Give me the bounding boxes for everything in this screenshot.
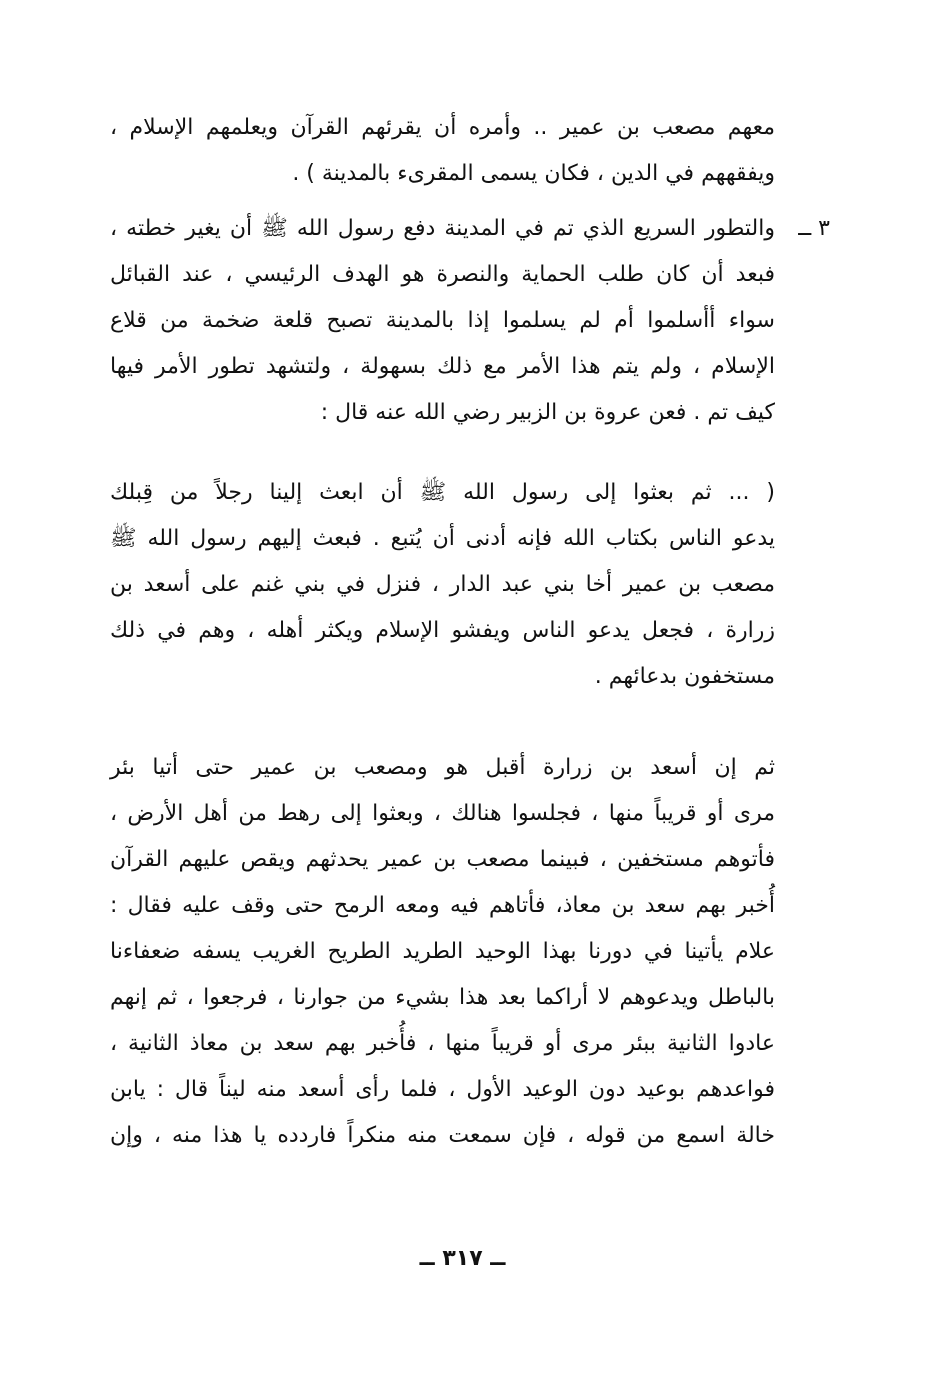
text-line: مرى أو قريباً منها ، فجلسوا هنالك ، وبعثوا إلى رهط من أهل الأرض ، — [110, 801, 775, 826]
paragraph-continuation — [110, 105, 775, 197]
text-line: عادوا الثانية ببئر مرى أو قريباً منها ، فأُخبر بهم سعد بن معاذ الثانية ، — [110, 1031, 775, 1056]
text-line: فبعد أن كان طلب الحماية والنصرة هو الهدف الرئيسي ، عند القبائل — [110, 262, 775, 287]
text-line: أُخبر بهم سعد بن معاذ، فأتاهم فيه ومعه الرمح حتى وقف عليه فقال : — [110, 893, 775, 918]
list-item-3 — [110, 206, 775, 436]
text-line: والتطور السريع الذي تم في المدينة دفع رسول الله ﷺ أن يغير خطته ، — [110, 216, 775, 241]
text-line: فواعدهم بوعيد دون الوعيد الأول ، فلما رأى أسعد منه ليناً قال : يابن — [110, 1077, 775, 1102]
text-line: فأتوهم مستخفين ، فبينما مصعب بن عمير يحدثهم ويقص عليهم القرآن — [110, 847, 775, 872]
text-line: زرارة ، فجعل يدعو الناس ويفشو الإسلام ويكثر أهله ، وهم في ذلك — [110, 618, 775, 643]
text-line: مصعب بن عمير أخا بني عبد الدار ، فنزل في بني غنم على أسعد بن — [110, 572, 775, 597]
text-line: مستخفون بدعائهم . — [594, 664, 775, 689]
text-line: يدعو الناس بكتاب الله فإنه أدنى أن يُتبع . فبعث إليهم رسول الله ﷺ — [110, 526, 775, 551]
text-line: معهم مصعب بن عمير .. وأمره أن يقرئهم القرآن ويعلمهم الإسلام ، — [110, 115, 775, 140]
list-item-number: ٣ ــ — [798, 216, 830, 241]
text-line: ثم إن أسعد بن زرارة أقبل هو ومصعب بن عمير حتى أتيا بئر — [110, 755, 775, 780]
text-line: ( ... ثم بعثوا إلى رسول الله ﷺ أن ابعث إلينا رجلاً من قِبلك — [110, 480, 775, 505]
quotation-block — [110, 470, 775, 700]
text-line: الإسلام ، ولم يتم هذا الأمر مع ذلك بسهولة ، ولتشهد تطور الأمر فيها — [110, 354, 775, 379]
page-number: ــ ٣١٧ ــ — [419, 1246, 506, 1271]
text-line: علام يأتينا في دورنا بهذا الوحيد الطريد الطريح الغريب يسفه ضعفاءنا — [110, 939, 775, 964]
text-line: كيف تم . فعن عروة بن الزبير رضي الله عنه قال : — [320, 400, 775, 425]
text-line: خالة اسمع من قوله ، فإن سمعت منه منكراً فاردده يا هذا منه ، وإن — [110, 1123, 775, 1148]
narrative-paragraph — [110, 745, 775, 1159]
text-line: ويفقههم في الدين ، فكان يسمى المقرىء بالمدينة ) . — [292, 161, 775, 186]
text-line: سواء أأسلموا أم لم يسلموا إذا بالمدينة تصبح قلعة ضخمة من قلاع — [110, 308, 775, 333]
text-line: بالباطل ويدعوهم لا أراكما بعد هذا بشيء من جوارنا ، فرجعوا ، ثم إنهم — [110, 985, 775, 1010]
